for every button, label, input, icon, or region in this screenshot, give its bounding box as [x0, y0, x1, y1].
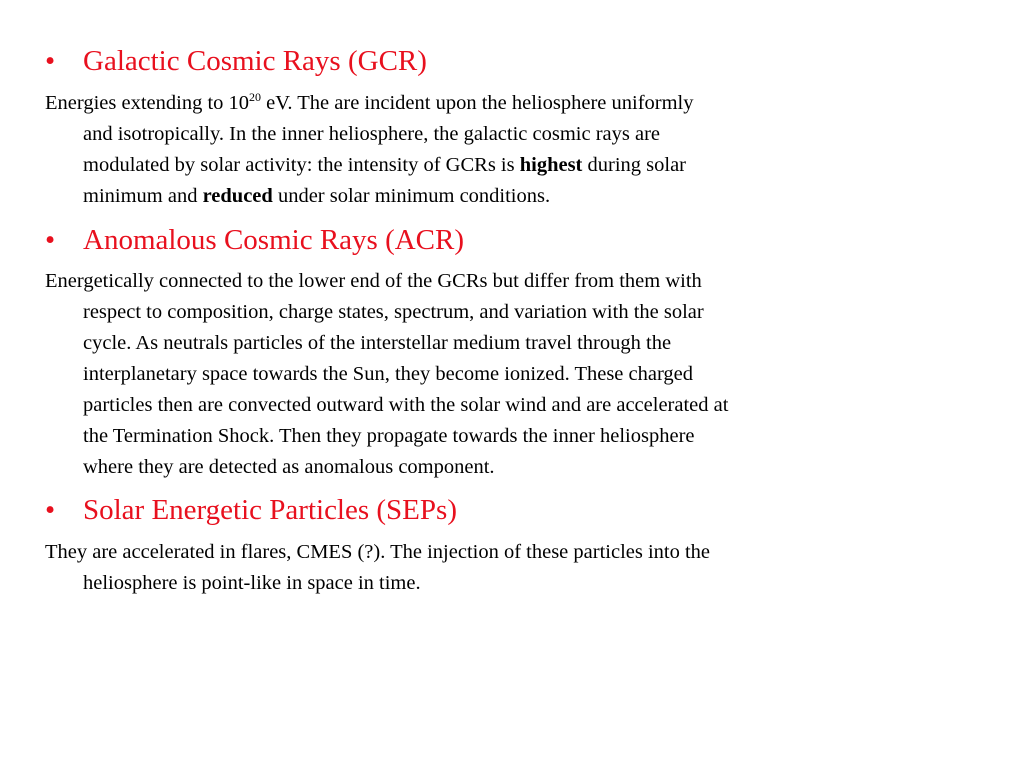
bold-reduced: reduced	[202, 185, 273, 207]
text-line: and isotropically. In the inner heliosphere, the galactic cosmic rays are	[83, 123, 661, 145]
text-line: interplanetary space towards the Sun, they become ionized. These charged	[83, 363, 694, 385]
exponent: 20	[249, 90, 262, 104]
text-line: where they are detected as anomalous component.	[83, 456, 495, 478]
text-line: Energies extending to $10^{20}$ eV. The are incident upon the heliosphere uniformly	[45, 90, 694, 114]
heading-gcr	[45, 44, 427, 78]
text-line: Energetically connected to the lower end of the GCRs but differ from them with	[45, 270, 702, 292]
text-line: respect to composition, charge states, spectrum, and variation with the solar	[83, 301, 704, 323]
heading-gcr-text: Galactic Cosmic Rays (GCR)	[83, 45, 427, 77]
paragraph-acr	[45, 266, 905, 483]
bold-highest: highest	[519, 154, 583, 176]
text-line: minimum and reduced under solar minimum conditions.	[83, 185, 551, 207]
heading-seps-text: Solar Energetic Particles (SEPs)	[83, 494, 457, 526]
bullet-icon: •	[45, 45, 56, 77]
heading-seps	[45, 493, 457, 527]
text-line: modulated by solar activity: the intensity of GCRs is highest during solar	[83, 154, 686, 176]
text-line: the Termination Shock. Then they propagate towards the inner heliosphere	[83, 425, 695, 447]
bullet-icon: •	[45, 494, 56, 526]
text-line: They are accelerated in flares, CMES (?). The injection of these particles into the	[45, 541, 711, 563]
text-line: cycle. As neutrals particles of the interstellar medium travel through the	[83, 332, 672, 354]
paragraph-gcr	[45, 88, 905, 212]
text-line: particles then are convected outward with the solar wind and are accelerated at	[83, 394, 729, 416]
text-line: heliosphere is point-like in space in time.	[83, 572, 421, 594]
bullet-icon: •	[45, 224, 56, 256]
heading-acr-text: Anomalous Cosmic Rays (ACR)	[83, 224, 465, 256]
paragraph-seps	[45, 537, 905, 599]
heading-acr	[45, 223, 464, 257]
